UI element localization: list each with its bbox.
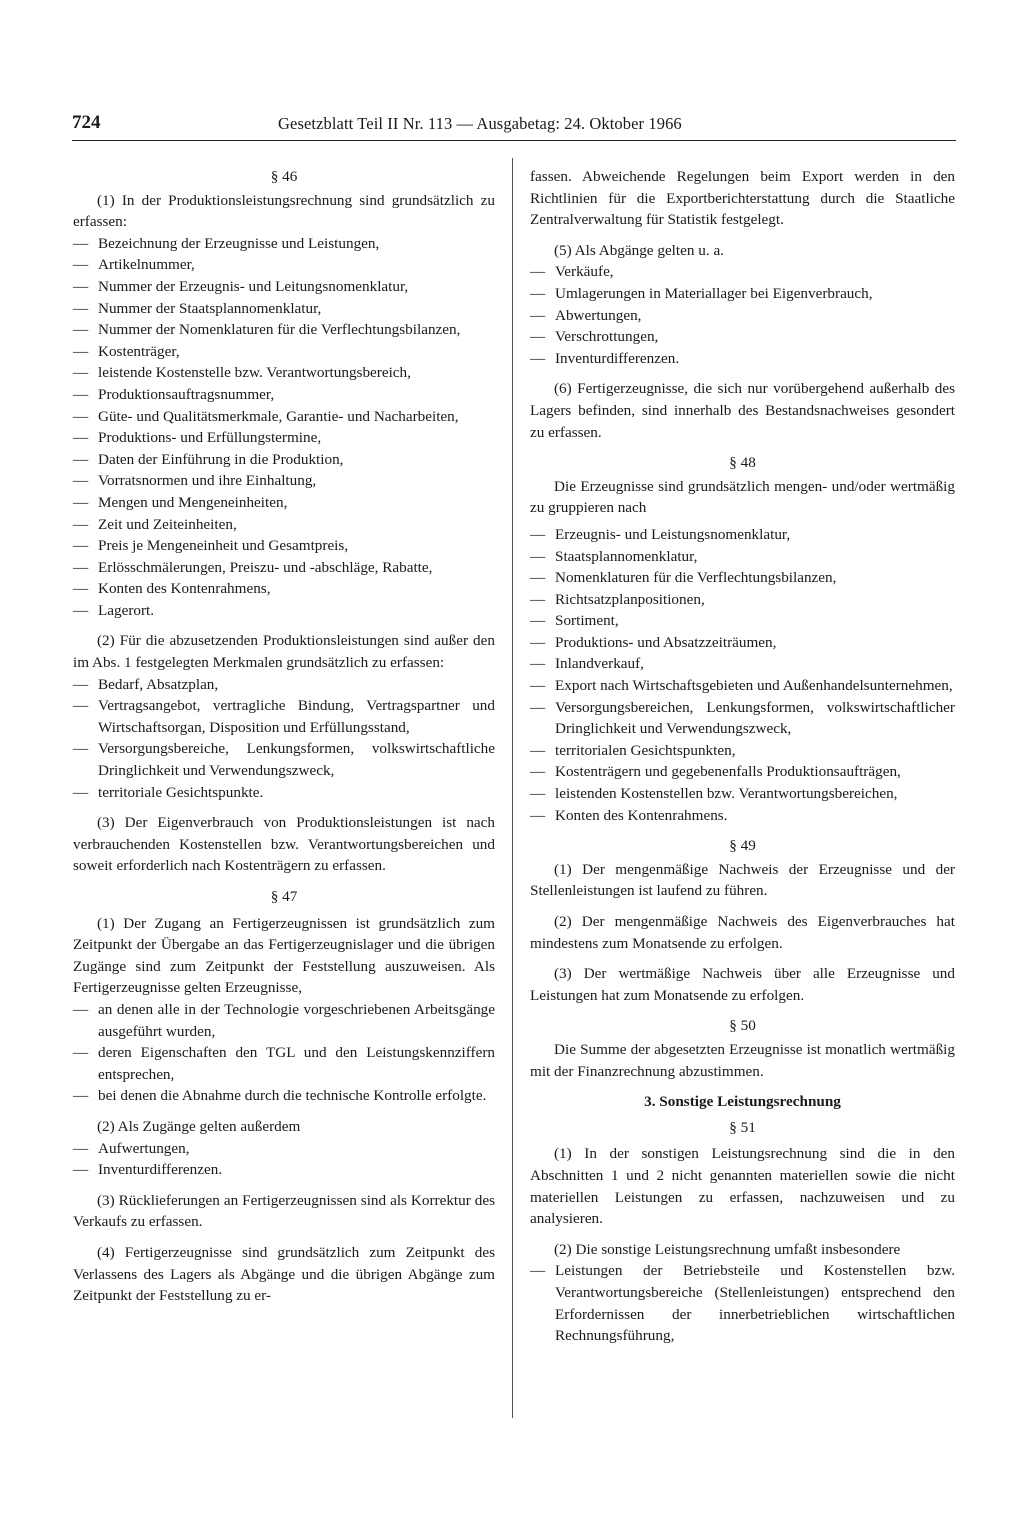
paragraph: (5) Als Abgänge gelten u. a. [554, 241, 724, 259]
list-item: — Vorratsnormen und ihre Einhaltung, [73, 470, 495, 492]
list-item: — Zeit und Zeiteinheiten, [73, 514, 495, 536]
list-item: — Kostenträgern und gegebenenfalls Produktionsaufträgen, [530, 761, 955, 783]
list-item: — territorialen Gesichtspunkten, [530, 740, 955, 762]
list-item: — Nomenklaturen für die Verflechtungsbilanzen, [530, 567, 955, 589]
page-header [72, 110, 956, 141]
bullet-list [530, 261, 955, 369]
list-item: — Kostenträger, [73, 341, 495, 363]
list-item: — Produktionsauftragsnummer, [73, 384, 495, 406]
list-item: — Produktions- und Erfüllungstermine, [73, 427, 495, 449]
section-heading-46: § 46 [270, 168, 298, 185]
paragraph: Die Erzeugnisse sind grundsätzlich mengen- und/oder wertmäßig zu gruppieren nach [530, 477, 955, 517]
list-item: — leistende Kostenstelle bzw. Verantwortungsbereich, [73, 362, 495, 384]
section-heading-47: § 47 [270, 888, 298, 905]
list-item: — Preis je Mengeneinheit und Gesamtpreis, [73, 535, 495, 557]
list-item: — Verschrottungen, [530, 326, 955, 348]
paragraph: (6) Fertigerzeugnisse, die sich nur vorübergehend außerhalb des Lagers befinden, sind innerhalb des Bestandsnachweises gesondert zu erfassen. [530, 380, 955, 441]
paragraph: (2) Für die abzusetzenden Produktionsleistungen sind außer den im Abs. 1 festgelegten Merkmalen grundsätzlich zu erfassen: [73, 632, 495, 672]
section-heading-49: § 49 [729, 837, 756, 855]
list-item: — territoriale Gesichtspunkte. [73, 782, 495, 804]
list-item: — Mengen und Mengeneinheiten, [73, 492, 495, 514]
list-item: — Nummer der Nomenklaturen für die Verflechtungsbilanzen, [73, 319, 495, 341]
paragraph: (2) Die sonstige Leistungsrechnung umfaßt insbesondere [554, 1240, 901, 1258]
left-column [73, 166, 495, 1307]
paragraph: (3) Der wertmäßige Nachweis über alle Erzeugnisse und Leistungen hat zum Monatsende zu erfolgen. [530, 965, 955, 1004]
list-item: — Erzeugnis- und Leistungsnomenklatur, [530, 524, 955, 546]
list-item: — Güte- und Qualitätsmerkmale, Garantie- und Nacharbeiten, [73, 406, 495, 428]
column-divider [512, 158, 513, 1418]
list-item: — Konten des Kontenrahmens, [73, 578, 495, 600]
list-item: — Versorgungsbereichen, Lenkungsformen, volkswirtschaftlicher Dringlichkeit und Verwendungszweck, [530, 697, 955, 740]
paragraph: (1) In der sonstigen Leistungsrechnung sind die in den Abschnitten 1 und 2 nicht genannten materiellen sowie die nicht materiellen Leistungen zu erfassen, nachzuweisen und zu analysieren. [530, 1145, 955, 1228]
paragraph-continuation: fassen. Abweichende Regelungen beim Export werden in den Richtlinien für die Exportberichterstattung durch die Staatliche Zentralverwaltung für Statistik festgelegt. [530, 168, 955, 229]
list-item: — Lagerort. [73, 600, 495, 622]
chapter-heading: 3. Sonstige Leistungsrechnung [644, 1093, 841, 1111]
list-item: — Artikelnummer, [73, 254, 495, 276]
list-item: — Verkäufe, [530, 261, 955, 283]
paragraph: (2) Der mengenmäßige Nachweis des Eigenverbrauches hat mindestens zum Monatsende zu erfolgen. [530, 913, 955, 952]
list-item: — Inventurdifferenzen. [73, 1159, 495, 1181]
list-item: — Nummer der Staatsplannomenklatur, [73, 298, 495, 320]
bullet-list [73, 233, 495, 622]
running-title: Gesetzblatt Teil II Nr. 113 — Ausgabetag: 24. Oktober 1966 [278, 114, 682, 133]
section-heading-51: § 51 [729, 1118, 756, 1136]
list-item: — Bedarf, Absatzplan, [73, 674, 495, 696]
list-item: — Nummer der Erzeugnis- und Leitungsnomenklatur, [73, 276, 495, 298]
paragraph: (1) Der Zugang an Fertigerzeugnissen ist grundsätzlich zum Zeitpunkt der Übergabe an das Fertigerzeugnislager und die übrigen Zugänge sind zum Zeitpunkt der Feststellung auszuweisen. Als Fertigerzeugnisse gelten Erzeugnisse, [73, 914, 495, 997]
page-number: 724 [72, 112, 101, 133]
list-item: — Erlösschmälerungen, Preiszu- und -abschläge, Rabatte, [73, 557, 495, 579]
list-item: — Versorgungsbereiche, Lenkungsformen, volkswirtschaftliche Dringlichkeit und Verwendungszweck, [73, 738, 495, 781]
section-heading-50: § 50 [729, 1017, 756, 1035]
list-item: — Konten des Kontenrahmens. [530, 805, 955, 827]
paragraph: (1) In der Produktionsleistungsrechnung sind grundsätzlich zu erfassen: [73, 191, 495, 231]
bullet-list [73, 1138, 495, 1181]
list-item: — Staatsplannomenklatur, [530, 546, 955, 568]
list-item: — an denen alle in der Technologie vorgeschriebenen Arbeitsgänge ausgeführt wurden, [73, 999, 495, 1042]
bullet-list [530, 524, 955, 826]
paragraph: (1) Der mengenmäßige Nachweis der Erzeugnisse und der Stellenleistungen ist laufend zu führen. [530, 860, 955, 900]
list-item: — Umlagerungen in Materiallager bei Eigenverbrauch, [530, 283, 955, 305]
bullet-list [73, 999, 495, 1107]
list-item: — Aufwertungen, [73, 1138, 495, 1160]
bullet-list [530, 1260, 955, 1346]
paragraph: (2) Als Zugänge gelten außerdem [97, 1117, 301, 1135]
list-item: — Daten der Einführung in die Produktion, [73, 449, 495, 471]
list-item: — Richtsatzplanpositionen, [530, 589, 955, 611]
paragraph: (3) Der Eigenverbrauch von Produktionsleistungen ist nach verbrauchenden Kostenstellen bzw. Verantwortungsbereichen und soweit erforderlich nach Kostenträgern zu erfassen. [73, 814, 495, 875]
list-item: — Abwertungen, [530, 305, 955, 327]
list-item: — Leistungen der Betriebsteile und Kostenstellen bzw. Verantwortungsbereiche (Stellenleistungen) entsprechend den Erfordernissen der innerbetrieblichen wirtschaftlichen Rechnungsführung, [530, 1260, 955, 1346]
list-item: — Sortiment, [530, 610, 955, 632]
list-item: — Produktions- und Absatzzeiträumen, [530, 632, 955, 654]
list-item: — Bezeichnung der Erzeugnisse und Leistungen, [73, 233, 495, 255]
paragraph: Die Summe der abgesetzten Erzeugnisse ist monatlich wertmäßig mit der Finanzrechnung abzustimmen. [530, 1040, 955, 1080]
right-column [530, 166, 955, 1347]
list-item: — deren Eigenschaften den TGL und den Leistungskennziffern entsprechen, [73, 1042, 495, 1085]
list-item: — Inlandverkauf, [530, 653, 955, 675]
paragraph: (3) Rücklieferungen an Fertigerzeugnissen sind als Korrektur des Verkaufs zu erfassen. [73, 1191, 495, 1231]
list-item: — Vertragsangebot, vertragliche Bindung, Vertragspartner und Wirtschaftsorgan, Disposition und Erfüllungsstand, [73, 695, 495, 738]
paragraph: (4) Fertigerzeugnisse sind grundsätzlich zum Zeitpunkt des Verlassens des Lagers als Abgänge und die übrigen Abgänge zum Zeitpunkt der Feststellung zu er- [73, 1243, 495, 1305]
list-item: — Inventurdifferenzen. [530, 348, 955, 370]
section-heading-48: § 48 [729, 454, 756, 472]
list-item: — leistenden Kostenstellen bzw. Verantwortungsbereichen, [530, 783, 955, 805]
list-item: — bei denen die Abnahme durch die technische Kontrolle erfolgte. [73, 1085, 495, 1107]
list-item: — Export nach Wirtschaftsgebieten und Außenhandelsunternehmen, [530, 675, 955, 697]
bullet-list [73, 674, 495, 804]
